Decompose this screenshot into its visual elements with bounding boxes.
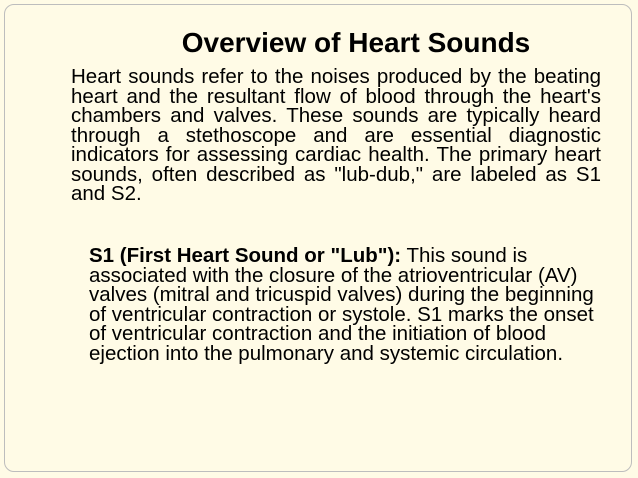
intro-paragraph: Heart sounds refer to the noises produced by the beating heart and the resultant flow of blood through the heart's chambers and valves. These sounds are typically heard through a stethoscope and are essential diagnostic indicators for assessing cardiac health. The primary heart sounds, often described as "lub-dub," are labeled as S1 and S2. [71,65,601,205]
bullet-s1-text [89,246,611,363]
slide-title: Overview of Heart Sounds [181,27,531,58]
bullet-s1 [71,246,611,363]
bullet-s1-description: This sound is associated with the closure of the atrioventricular (AV) valves (mitral and tricuspid valves) during the beginning of ventricular contraction or systole. S1 marks the onset of ventricular contraction and the initiation of blood ejection into the pulmonary and systemic circulation. [89,244,594,365]
bullet-s1-term: S1 (First Heart Sound or "Lub"): [89,244,402,267]
